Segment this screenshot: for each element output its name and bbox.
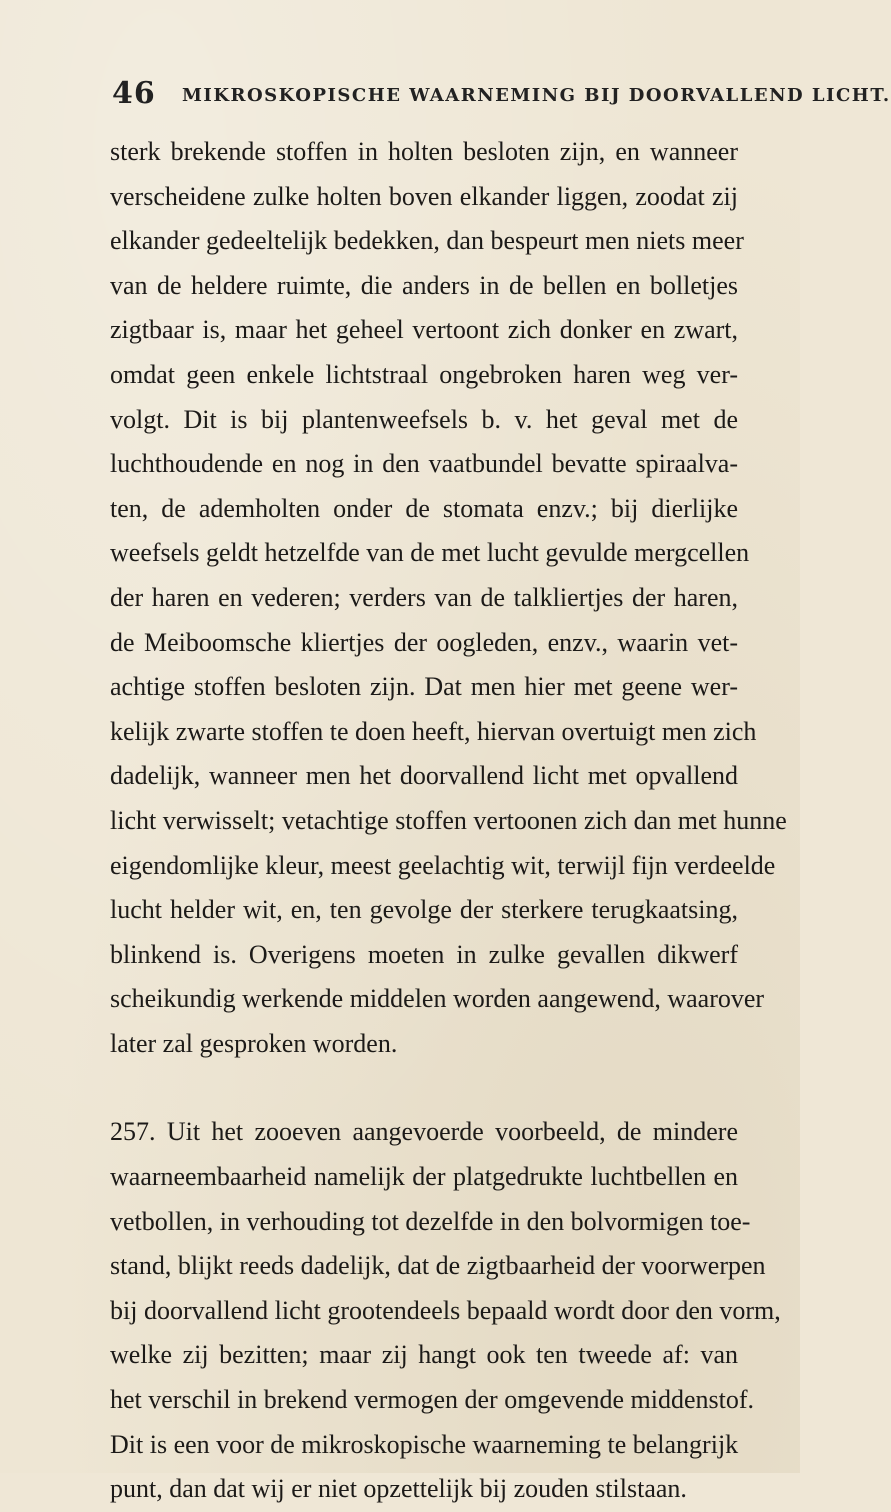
text-line: licht verwisselt; vetachtige stoffen vertoonen zich dan met hunne — [110, 805, 787, 835]
running-title: MIKROSKOPISCHE WAARNEMING BIJ DOORVALLEND LICHT. — [182, 85, 891, 106]
text-line: stand, blijkt reeds dadelijk, dat de zigtbaarheid der voorwerpen — [110, 1251, 766, 1281]
text-line: scheikundig werkende middelen worden aangewend, waarover — [110, 984, 765, 1014]
text-line: elkander gedeeltelijk bedekken, dan bespeurt men niets meer — [110, 226, 744, 256]
text-line: sterk brekende stoffen in holten besloten zijn, en wanneer — [110, 137, 738, 166]
text-line: der haren en vederen; verders van de talkliertjes der haren, — [110, 582, 738, 612]
text-line: de Meiboomsche kliertjes der oogleden, enzv., waarin vet- — [110, 627, 738, 657]
text-line: volgt. Dit is bij plantenweefsels b. v. het geval met de — [110, 404, 738, 434]
text-line: omdat geen enkele lichtstraal ongebroken haren weg ver- — [110, 359, 738, 389]
text-line: verscheidene zulke holten boven elkander liggen, zoodat zij — [110, 181, 738, 211]
text-line: ten, de ademholten onder de stomata enzv.; bij dierlijke — [110, 493, 738, 523]
text-line: punt, dan dat wij er niet opzettelijk bij zouden stilstaan. — [110, 1474, 687, 1504]
text-line: welke zij bezitten; maar zij hangt ook ten tweede af: van — [110, 1340, 738, 1370]
text-line: dadelijk, wanneer men het doorvallend licht met opvallend — [110, 761, 738, 791]
text-line: het verschil in brekend vermogen der omgevende middenstof. — [110, 1385, 755, 1415]
text-line: vetbollen, in verhouding tot dezelfde in den bolvormigen toe- — [110, 1206, 751, 1236]
text-line: zigtbaar is, maar het geheel vertoont zich donker en zwart, — [110, 315, 738, 345]
paragraph-1 — [110, 130, 787, 1066]
text-line: achtige stoffen besloten zijn. Dat men hier met geene wer- — [110, 672, 738, 702]
body-text — [110, 130, 787, 1512]
text-line: van de heldere ruimte, die anders in de bellen en bolletjes — [110, 270, 738, 300]
text-line: blinkend is. Overigens moeten in zulke gevallen dikwerf — [110, 939, 738, 969]
text-line: kelijk zwarte stoffen te doen heeft, hiervan overtuigt men zich — [110, 716, 757, 746]
paragraph-gap — [110, 1066, 738, 1110]
text-line: later zal gesproken worden. — [110, 1028, 398, 1058]
text-line: lucht helder wit, en, ten gevolge der sterkere terugkaatsing, — [110, 895, 738, 925]
page-header — [110, 76, 891, 116]
text-line: bij doorvallend licht grootendeels bepaald wordt door den vorm, — [110, 1295, 781, 1325]
paragraph-2 — [110, 1110, 781, 1511]
text-line: luchthoudende en nog in den vaatbundel bevatte spiraalva- — [110, 449, 738, 479]
text-line: weefsels geldt hetzelfde van de met lucht gevulde mergcellen — [110, 538, 750, 568]
text-line: eigendomlijke kleur, meest geelachtig wit, terwijl fijn verdeelde — [110, 850, 776, 880]
text-line: waarneembaarheid namelijk der platgedrukte luchtbellen en — [110, 1162, 738, 1192]
text-line: Dit is een voor de mikroskopische waarneming te belangrijk — [110, 1429, 739, 1459]
page-number: 46 — [112, 76, 156, 111]
text-line: 257. Uit het zooeven aangevoerde voorbeeld, de mindere — [110, 1117, 738, 1147]
